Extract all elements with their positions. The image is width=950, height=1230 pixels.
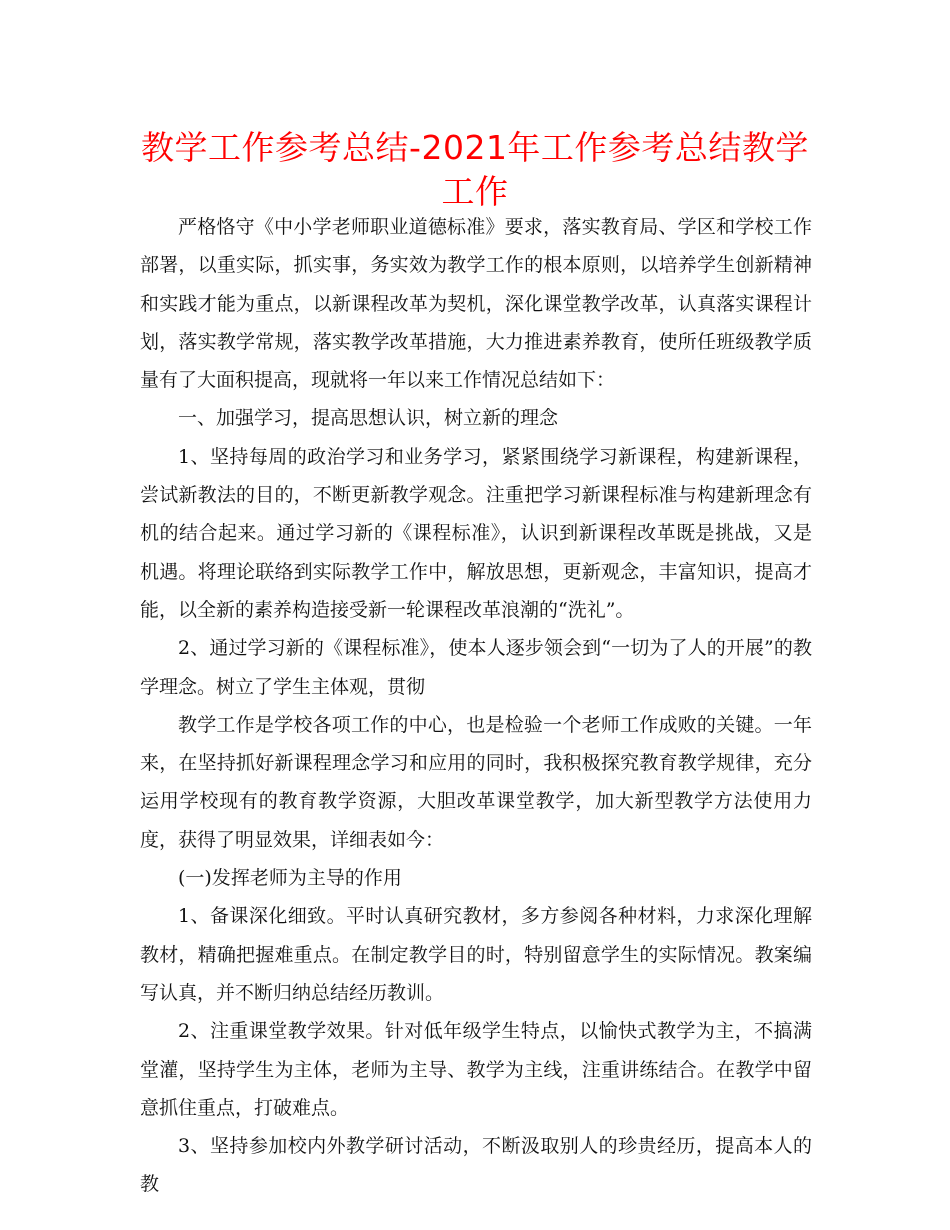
paragraph-item-2: 2、通过学习新的《课程标准》，使本人逐步领会到“一切为了人的开展”的教学理念。树立了学生主体观，贯彻 <box>140 637 812 698</box>
paragraph-teaching: 教学工作是学校各项工作的中心，也是检验一个老师工作成败的关键。一年来，在坚持抓好新课程理念学习和应用的同时，我积极探究教育教学规律，充分运用学校现有的教育教学资源，大胆改革课堂教学，加大新型教学方法使用力度，获得了明显效果，详细表如今： <box>140 713 812 851</box>
paragraph-intro: 严格恪守《中小学老师职业道德标准》要求，落实教育局、学区和学校工作部署，以重实际，抓实事，务实效为教学工作的根本原则，以培养学生创新精神和实践才能为重点，以新课程改革为契机，深化课堂教学改革，认真落实课程计划，落实教学常规，落实教学改革措施，大力推进素养教育，使所任班级教学质量有了大面积提高，现就将一年以来工作情况总结如下： <box>140 216 812 392</box>
document-title: 教学工作参考总结-2021年工作参考总结教学工作 <box>141 128 809 211</box>
subsection-heading-1: (一)发挥老师为主导的作用 <box>178 867 402 890</box>
paragraph-research: 3、坚持参加校内外教学研讨活动，不断汲取别人的珍贵经历，提高本人的教 <box>140 1135 812 1196</box>
section-heading-1: 一、加强学习，提高思想认识，树立新的理念 <box>178 407 559 430</box>
paragraph-prep: 1、备课深化细致。平时认真研究教材，多方参阅各种材料，力求深化理解教材，精确把握难重点。在制定教学目的时，特别留意学生的实际情况。教案编写认真，并不断归纳总结经历教训。 <box>140 905 812 1004</box>
paragraph-item-1: 1、坚持每周的政治学习和业务学习，紧紧围绕学习新课程，构建新课程，尝试新教法的目的，不断更新教学观念。注重把学习新课程标准与构建新理念有机的结合起来。通过学习新的《课程标准》，认识到新课程改革既是挑战，又是机遇。将理论联络到实际教学工作中，解放思想，更新观念，丰富知识，提高才能，以全新的素养构造接受新一轮课程改革浪潮的“洗礼”。 <box>140 445 812 621</box>
paragraph-classroom: 2、注重课堂教学效果。针对低年级学生特点，以愉快式教学为主，不搞满堂灌，坚持学生为主体，老师为主导、教学为主线，注重讲练结合。在教学中留意抓住重点，打破难点。 <box>140 1020 812 1119</box>
document-body <box>140 208 812 1204</box>
